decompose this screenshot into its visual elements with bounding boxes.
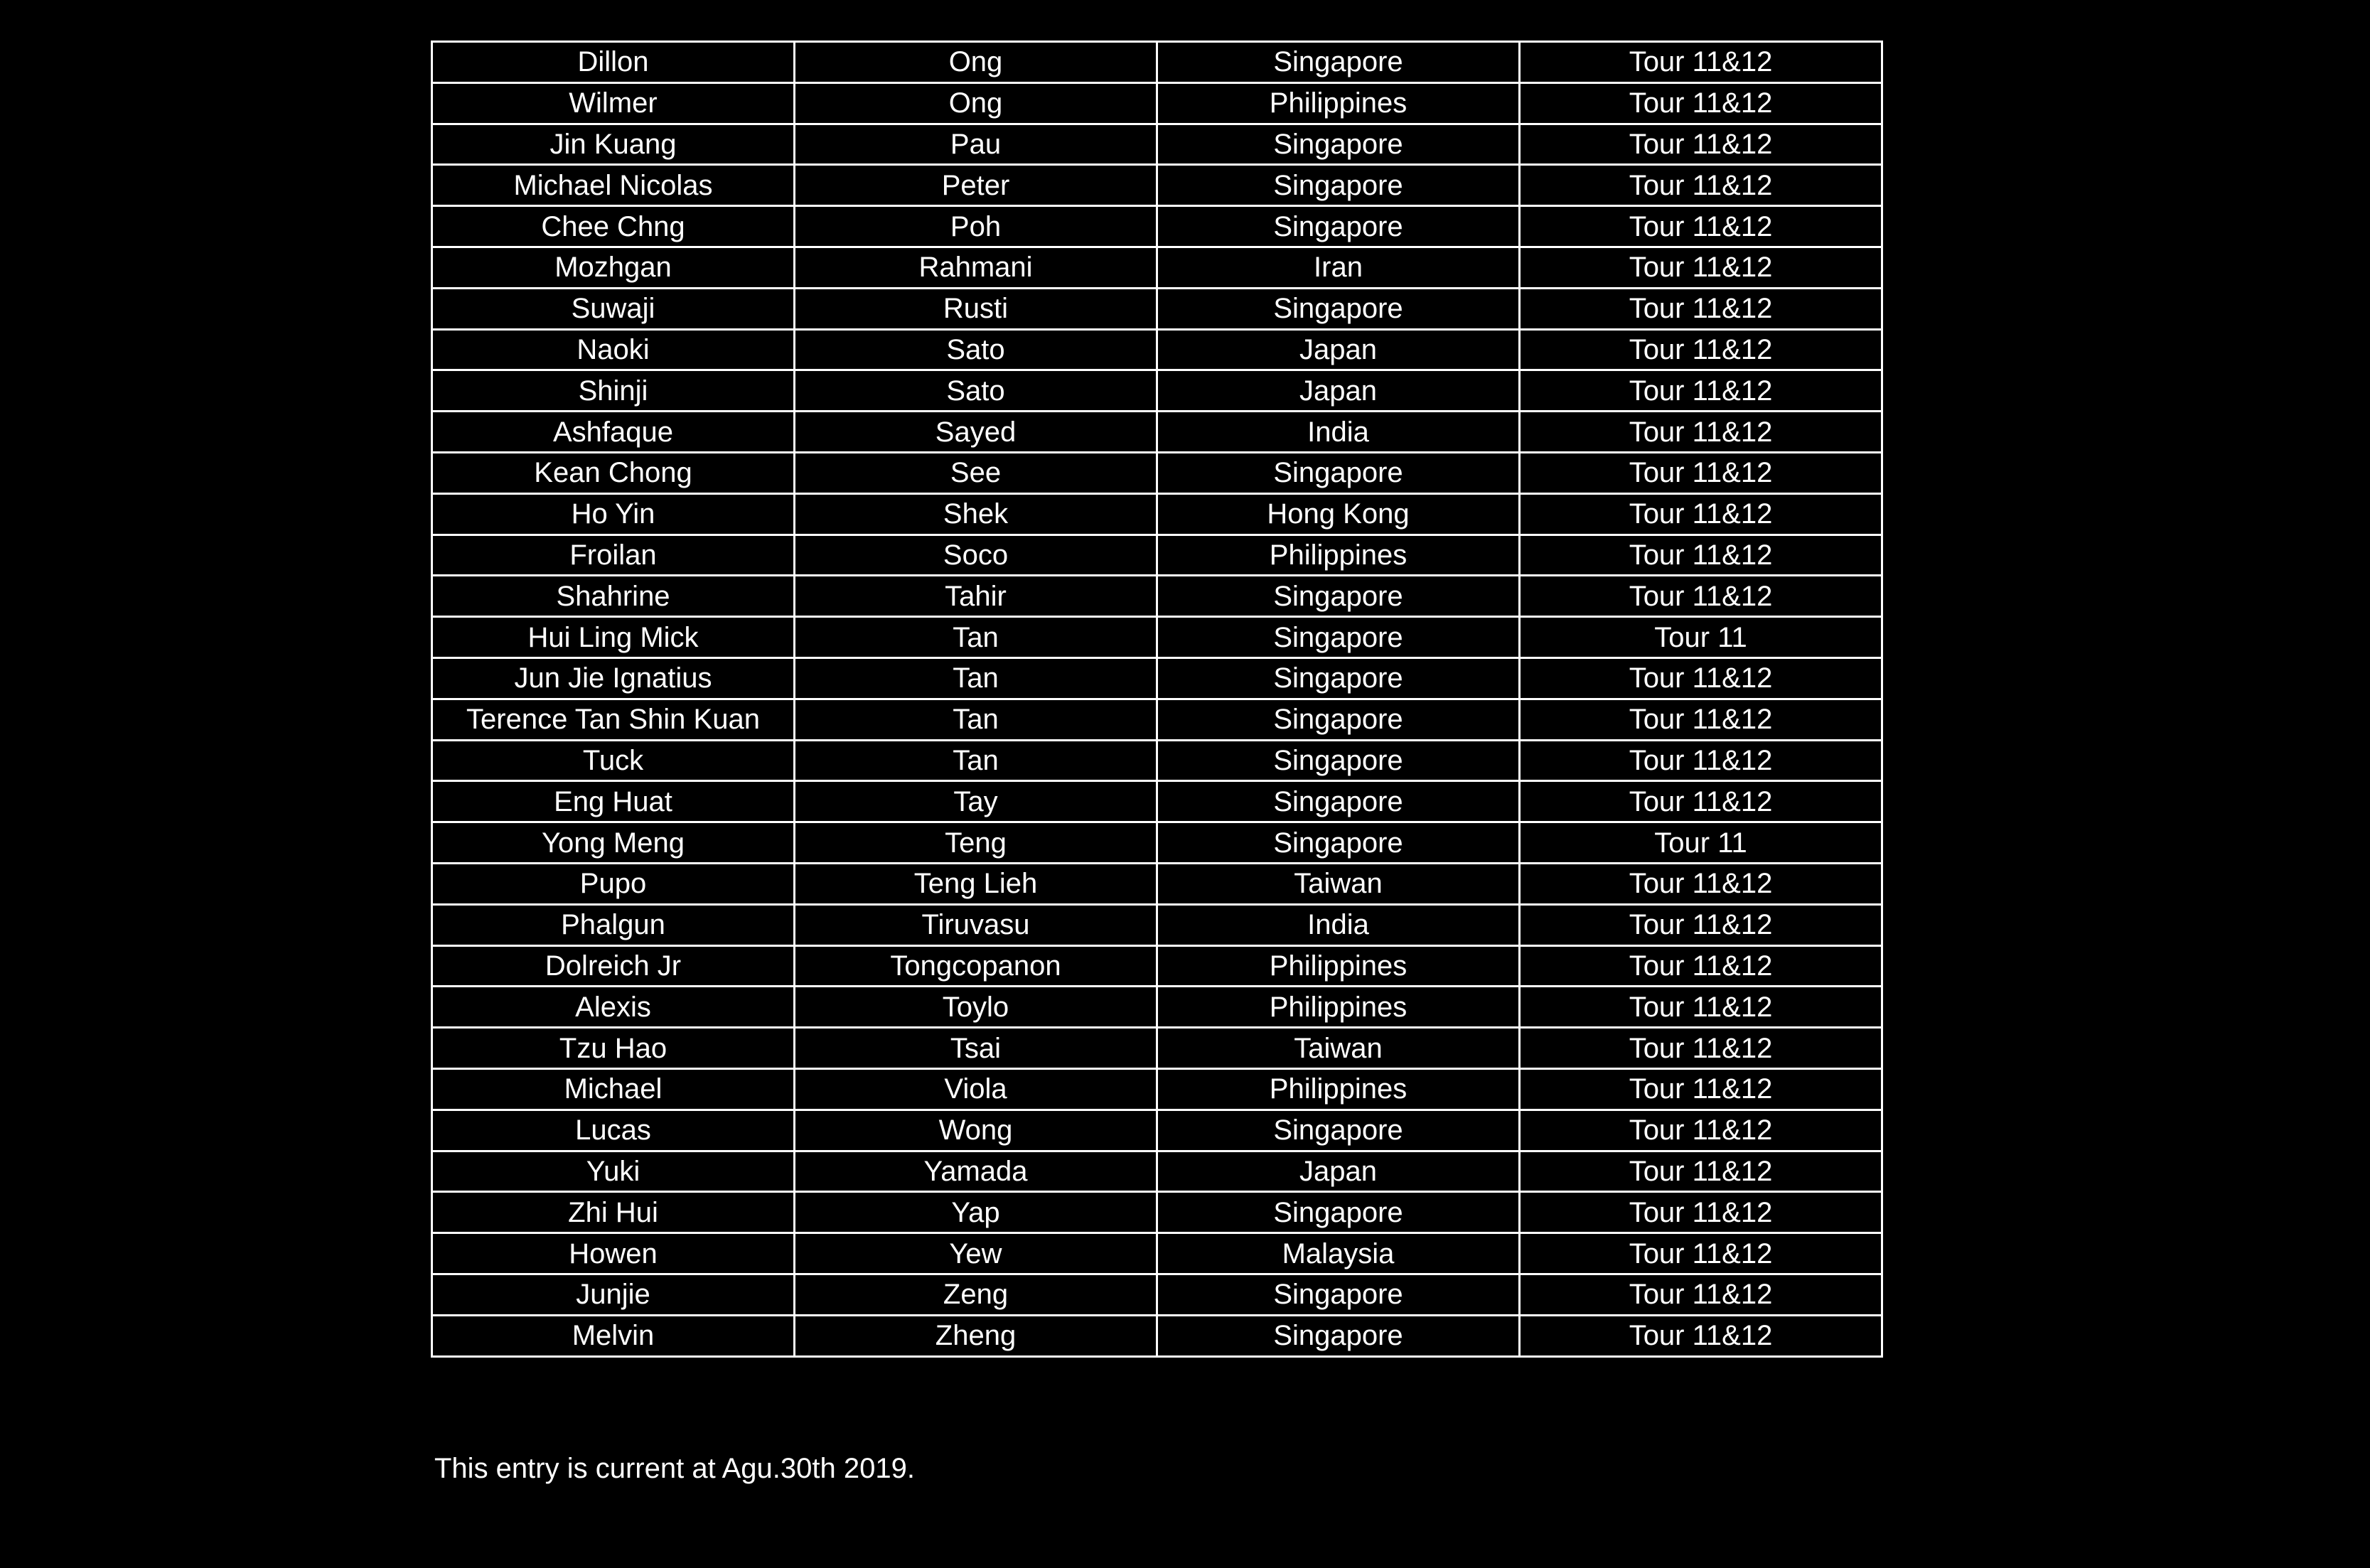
tour-cell: Tour 11 xyxy=(1520,822,1882,864)
tour-cell: Tour 11&12 xyxy=(1520,1028,1882,1069)
tour-cell: Tour 11&12 xyxy=(1520,165,1882,206)
country-cell: Hong Kong xyxy=(1157,493,1520,535)
country-cell: Japan xyxy=(1157,329,1520,370)
last-name-cell: Sato xyxy=(795,329,1157,370)
tour-cell: Tour 11&12 xyxy=(1520,1192,1882,1233)
country-cell: Singapore xyxy=(1157,781,1520,822)
first-name-cell: Shahrine xyxy=(432,576,795,617)
country-cell: Singapore xyxy=(1157,452,1520,493)
first-name-cell: Michael xyxy=(432,1068,795,1110)
entry-table xyxy=(431,41,1883,1358)
first-name-cell: Tuck xyxy=(432,740,795,781)
table-row xyxy=(432,863,1882,904)
last-name-cell: Yew xyxy=(795,1233,1157,1274)
last-name-cell: Tahir xyxy=(795,576,1157,617)
last-name-cell: Peter xyxy=(795,165,1157,206)
tour-cell: Tour 11&12 xyxy=(1520,412,1882,453)
first-name-cell: Eng Huat xyxy=(432,781,795,822)
country-cell: Singapore xyxy=(1157,1274,1520,1315)
last-name-cell: Zheng xyxy=(795,1315,1157,1356)
last-name-cell: Yap xyxy=(795,1192,1157,1233)
table-row xyxy=(432,1274,1882,1315)
tour-cell: Tour 11 xyxy=(1520,617,1882,658)
table-row xyxy=(432,904,1882,945)
last-name-cell: Teng xyxy=(795,822,1157,864)
country-cell: Singapore xyxy=(1157,576,1520,617)
country-cell: Singapore xyxy=(1157,1110,1520,1151)
table-row xyxy=(432,42,1882,83)
first-name-cell: Yong Meng xyxy=(432,822,795,864)
table-row xyxy=(432,493,1882,535)
last-name-cell: Shek xyxy=(795,493,1157,535)
country-cell: Singapore xyxy=(1157,740,1520,781)
table-row xyxy=(432,247,1882,288)
tour-cell: Tour 11&12 xyxy=(1520,124,1882,165)
tour-cell: Tour 11&12 xyxy=(1520,863,1882,904)
country-cell: Singapore xyxy=(1157,124,1520,165)
tour-cell: Tour 11&12 xyxy=(1520,1110,1882,1151)
country-cell: Philippines xyxy=(1157,945,1520,987)
table-row xyxy=(432,617,1882,658)
table-row xyxy=(432,987,1882,1028)
tour-cell: Tour 11&12 xyxy=(1520,904,1882,945)
last-name-cell: Tongcopanon xyxy=(795,945,1157,987)
country-cell: Malaysia xyxy=(1157,1233,1520,1274)
first-name-cell: Shinji xyxy=(432,370,795,412)
table-row xyxy=(432,1315,1882,1356)
first-name-cell: Chee Chng xyxy=(432,206,795,247)
table-row xyxy=(432,657,1882,699)
last-name-cell: Teng Lieh xyxy=(795,863,1157,904)
entry-table-body xyxy=(432,42,1882,1357)
last-name-cell: Sato xyxy=(795,370,1157,412)
table-row xyxy=(432,1028,1882,1069)
tour-cell: Tour 11&12 xyxy=(1520,42,1882,83)
country-cell: Iran xyxy=(1157,247,1520,288)
table-row xyxy=(432,822,1882,864)
last-name-cell: Rusti xyxy=(795,288,1157,329)
first-name-cell: Ho Yin xyxy=(432,493,795,535)
last-name-cell: Wong xyxy=(795,1110,1157,1151)
table-row xyxy=(432,1151,1882,1192)
tour-cell: Tour 11&12 xyxy=(1520,452,1882,493)
last-name-cell: Yamada xyxy=(795,1151,1157,1192)
country-cell: Philippines xyxy=(1157,535,1520,576)
tour-cell: Tour 11&12 xyxy=(1520,657,1882,699)
table-row xyxy=(432,781,1882,822)
last-name-cell: Tan xyxy=(795,699,1157,740)
country-cell: Taiwan xyxy=(1157,1028,1520,1069)
first-name-cell: Howen xyxy=(432,1233,795,1274)
country-cell: Japan xyxy=(1157,370,1520,412)
tour-cell: Tour 11&12 xyxy=(1520,493,1882,535)
first-name-cell: Zhi Hui xyxy=(432,1192,795,1233)
first-name-cell: Mozhgan xyxy=(432,247,795,288)
country-cell: Philippines xyxy=(1157,1068,1520,1110)
country-cell: India xyxy=(1157,412,1520,453)
country-cell: Philippines xyxy=(1157,82,1520,124)
first-name-cell: Kean Chong xyxy=(432,452,795,493)
first-name-cell: Jun Jie Ignatius xyxy=(432,657,795,699)
table-row xyxy=(432,740,1882,781)
first-name-cell: Dolreich Jr xyxy=(432,945,795,987)
table-row xyxy=(432,288,1882,329)
last-name-cell: Ong xyxy=(795,82,1157,124)
last-name-cell: Toylo xyxy=(795,987,1157,1028)
first-name-cell: Terence Tan Shin Kuan xyxy=(432,699,795,740)
table-row xyxy=(432,329,1882,370)
tour-cell: Tour 11&12 xyxy=(1520,82,1882,124)
first-name-cell: Junjie xyxy=(432,1274,795,1315)
table-row xyxy=(432,1233,1882,1274)
entry-current-note: This entry is current at Agu.30th 2019. xyxy=(434,1453,915,1484)
last-name-cell: Tsai xyxy=(795,1028,1157,1069)
tour-cell: Tour 11&12 xyxy=(1520,329,1882,370)
tour-cell: Tour 11&12 xyxy=(1520,370,1882,412)
table-row xyxy=(432,535,1882,576)
last-name-cell: Poh xyxy=(795,206,1157,247)
first-name-cell: Froilan xyxy=(432,535,795,576)
tour-cell: Tour 11&12 xyxy=(1520,1233,1882,1274)
tour-cell: Tour 11&12 xyxy=(1520,288,1882,329)
tour-cell: Tour 11&12 xyxy=(1520,535,1882,576)
table-row xyxy=(432,165,1882,206)
first-name-cell: Dillon xyxy=(432,42,795,83)
tour-cell: Tour 11&12 xyxy=(1520,1151,1882,1192)
last-name-cell: Rahmani xyxy=(795,247,1157,288)
first-name-cell: Pupo xyxy=(432,863,795,904)
country-cell: Taiwan xyxy=(1157,863,1520,904)
country-cell: Singapore xyxy=(1157,617,1520,658)
table-row xyxy=(432,82,1882,124)
first-name-cell: Suwaji xyxy=(432,288,795,329)
first-name-cell: Michael Nicolas xyxy=(432,165,795,206)
tour-cell: Tour 11&12 xyxy=(1520,576,1882,617)
country-cell: Singapore xyxy=(1157,42,1520,83)
table-row xyxy=(432,1192,1882,1233)
tour-cell: Tour 11&12 xyxy=(1520,945,1882,987)
first-name-cell: Tzu Hao xyxy=(432,1028,795,1069)
last-name-cell: Tan xyxy=(795,740,1157,781)
last-name-cell: Tan xyxy=(795,657,1157,699)
first-name-cell: Wilmer xyxy=(432,82,795,124)
country-cell: Singapore xyxy=(1157,822,1520,864)
country-cell: Singapore xyxy=(1157,657,1520,699)
last-name-cell: See xyxy=(795,452,1157,493)
table-row xyxy=(432,452,1882,493)
table-row xyxy=(432,206,1882,247)
table-row xyxy=(432,370,1882,412)
table-row xyxy=(432,1110,1882,1151)
table-row xyxy=(432,576,1882,617)
first-name-cell: Yuki xyxy=(432,1151,795,1192)
country-cell: Singapore xyxy=(1157,1192,1520,1233)
first-name-cell: Ashfaque xyxy=(432,412,795,453)
country-cell: Philippines xyxy=(1157,987,1520,1028)
tour-cell: Tour 11&12 xyxy=(1520,1315,1882,1356)
first-name-cell: Phalgun xyxy=(432,904,795,945)
first-name-cell: Hui Ling Mick xyxy=(432,617,795,658)
tour-cell: Tour 11&12 xyxy=(1520,740,1882,781)
last-name-cell: Tan xyxy=(795,617,1157,658)
last-name-cell: Viola xyxy=(795,1068,1157,1110)
tour-cell: Tour 11&12 xyxy=(1520,987,1882,1028)
first-name-cell: Jin Kuang xyxy=(432,124,795,165)
table-row xyxy=(432,412,1882,453)
country-cell: Singapore xyxy=(1157,206,1520,247)
tour-cell: Tour 11&12 xyxy=(1520,1274,1882,1315)
first-name-cell: Naoki xyxy=(432,329,795,370)
country-cell: Singapore xyxy=(1157,165,1520,206)
tour-cell: Tour 11&12 xyxy=(1520,247,1882,288)
last-name-cell: Pau xyxy=(795,124,1157,165)
table-row xyxy=(432,699,1882,740)
country-cell: India xyxy=(1157,904,1520,945)
table-row xyxy=(432,1068,1882,1110)
country-cell: Singapore xyxy=(1157,1315,1520,1356)
first-name-cell: Lucas xyxy=(432,1110,795,1151)
last-name-cell: Soco xyxy=(795,535,1157,576)
country-cell: Singapore xyxy=(1157,288,1520,329)
last-name-cell: Ong xyxy=(795,42,1157,83)
first-name-cell: Alexis xyxy=(432,987,795,1028)
tour-cell: Tour 11&12 xyxy=(1520,781,1882,822)
first-name-cell: Melvin xyxy=(432,1315,795,1356)
tour-cell: Tour 11&12 xyxy=(1520,699,1882,740)
country-cell: Singapore xyxy=(1157,699,1520,740)
last-name-cell: Zeng xyxy=(795,1274,1157,1315)
country-cell: Japan xyxy=(1157,1151,1520,1192)
last-name-cell: Sayed xyxy=(795,412,1157,453)
last-name-cell: Tay xyxy=(795,781,1157,822)
table-row xyxy=(432,945,1882,987)
tour-cell: Tour 11&12 xyxy=(1520,206,1882,247)
tour-cell: Tour 11&12 xyxy=(1520,1068,1882,1110)
last-name-cell: Tiruvasu xyxy=(795,904,1157,945)
table-row xyxy=(432,124,1882,165)
